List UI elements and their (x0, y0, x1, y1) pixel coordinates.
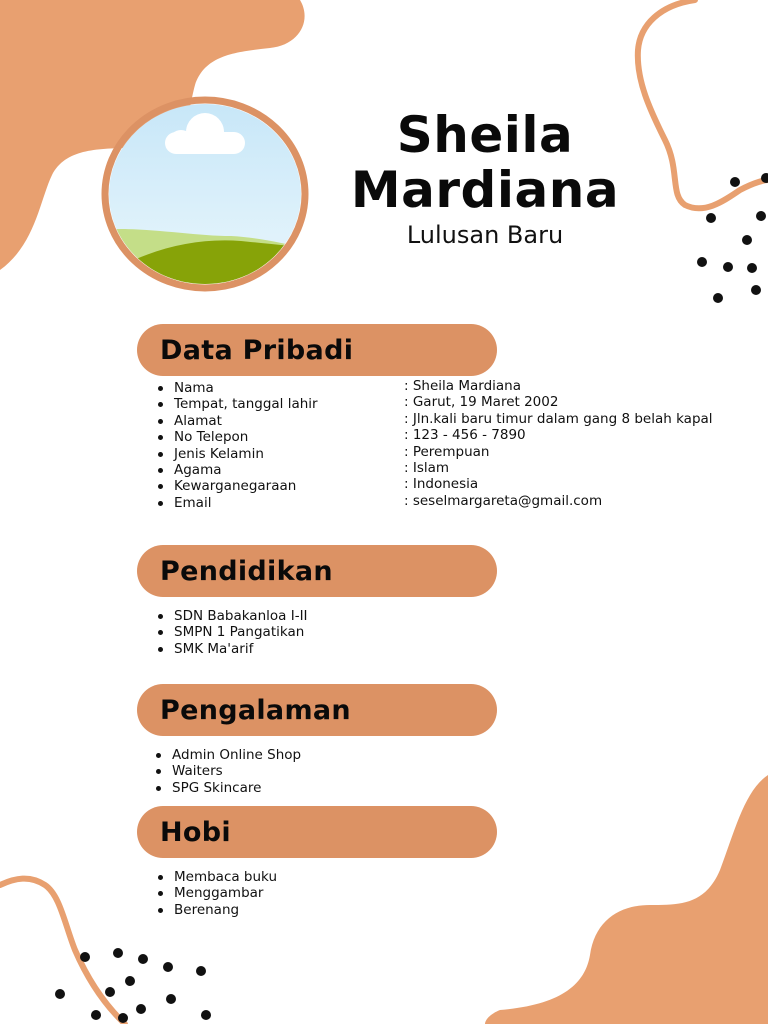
personal-label: Alamat (156, 413, 318, 429)
section-title: Pendidikan (160, 555, 333, 587)
list-item: SMK Ma'arif (156, 641, 308, 657)
personal-labels-list (156, 380, 318, 511)
list-item: SPG Skincare (154, 780, 301, 796)
personal-label: Tempat, tanggal lahir (156, 396, 318, 412)
personal-value-religion: : Islam (404, 460, 450, 477)
personal-value-nationality: : Indonesia (404, 476, 479, 493)
section-title: Data Pribadi (160, 334, 354, 366)
personal-label: Nama (156, 380, 318, 396)
section-title: Pengalaman (160, 694, 351, 726)
personal-values-list (404, 378, 713, 509)
personal-value-name: : Sheila Mardiana (404, 378, 521, 394)
bottom-left-dots (55, 948, 211, 1023)
experience-list (154, 747, 301, 796)
section-header-hobbies (137, 806, 497, 858)
list-item: Menggambar (156, 885, 277, 901)
personal-label: No Telepon (156, 429, 318, 445)
top-right-dots (697, 173, 768, 303)
list-item: Admin Online Shop (154, 747, 301, 763)
top-right-squiggle-line (638, 0, 768, 208)
personal-value-gender: : Perempuan (404, 443, 490, 460)
list-item: Membaca buku (156, 869, 277, 885)
last-name: Mardiana (350, 161, 620, 219)
name-block (330, 108, 640, 250)
personal-label: Jenis Kelamin (156, 446, 318, 462)
personal-label: Kewarganegaraan (156, 478, 318, 494)
first-name: Sheila (396, 106, 574, 164)
job-title: Lulusan Baru (406, 221, 564, 249)
list-item: Waiters (154, 763, 301, 779)
personal-value-birth: : Garut, 19 Maret 2002 (404, 394, 559, 411)
section-title: Hobi (160, 816, 231, 848)
education-list (156, 608, 308, 657)
section-header-experience (137, 684, 497, 736)
bottom-right-blob-shape (485, 775, 768, 1024)
hobbies-list (156, 869, 277, 918)
personal-value-address: : Jln.kali baru timur dalam gang 8 belah kapal (404, 410, 713, 427)
personal-value-phone: : 123 - 456 - 7890 (404, 427, 526, 444)
list-item: SDN Babakanloa I-II (156, 608, 308, 624)
list-item: Berenang (156, 902, 277, 918)
bottom-left-squiggle-line (0, 879, 125, 1024)
profile-photo (101, 96, 309, 292)
section-header-education (137, 545, 497, 597)
section-header-personal (137, 324, 497, 376)
personal-label: Agama (156, 462, 318, 478)
personal-label: Email (156, 495, 318, 511)
personal-value-email: : seselmargareta@gmail.com (404, 492, 603, 509)
list-item: SMPN 1 Pangatikan (156, 624, 308, 640)
